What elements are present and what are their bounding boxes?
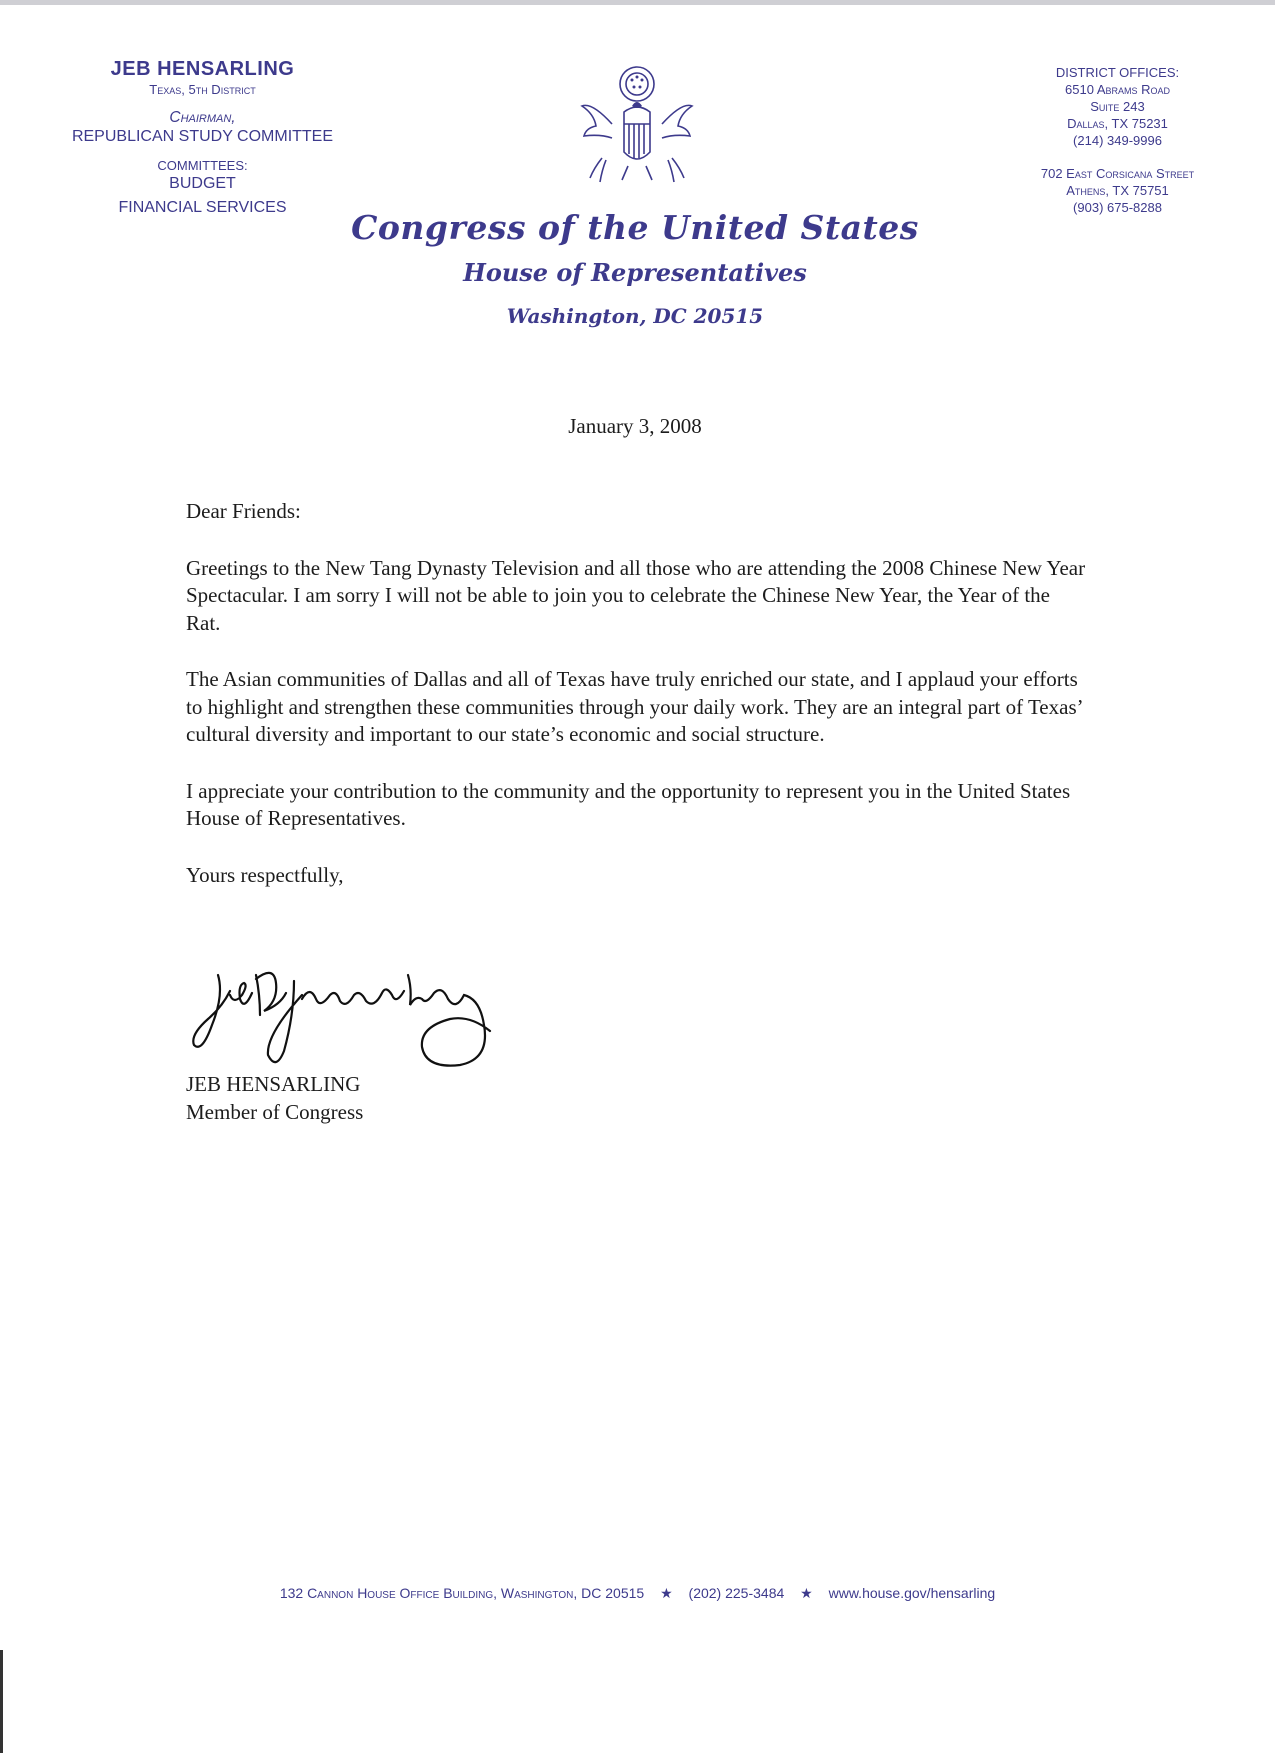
handwritten-signature	[190, 955, 500, 1075]
great-seal-icon	[572, 62, 702, 192]
signer-block	[186, 1070, 586, 1126]
footer-address: 132 Cannon House Office Building, Washington, DC 20515	[279, 1585, 645, 1601]
letter-date: January 3, 2008	[568, 414, 702, 438]
letterhead-left	[50, 58, 355, 218]
office1-city: Dallas, TX 75231	[1067, 116, 1168, 131]
member-district: Texas, 5th District	[149, 82, 256, 97]
committees-label: COMMITTEES:	[157, 158, 248, 173]
closing: Yours respectfully,	[186, 862, 344, 887]
washington-heading: Washington, DC 20515	[506, 304, 764, 328]
signer-name: JEB HENSARLING	[186, 1072, 361, 1096]
salutation: Dear Friends:	[186, 499, 301, 523]
house-heading: House of Representatives	[463, 258, 807, 287]
office2-phone: (903) 675-8288	[1073, 200, 1162, 215]
paragraph-3: I appreciate your contribution to the community and the opportunity to represent you in the United States House of Representatives.	[186, 778, 1071, 830]
footer-phone: (202) 225-3484	[688, 1585, 785, 1601]
office1-street: 6510 Abrams Road	[1065, 82, 1170, 97]
letterhead-right	[1000, 64, 1235, 216]
office2-city: Athens, TX 75751	[1066, 183, 1169, 198]
district-offices-label: DISTRICT OFFICES:	[1055, 65, 1180, 80]
scan-top-edge	[0, 0, 1275, 5]
office1-phone: (214) 349-9996	[1073, 133, 1162, 148]
star-icon: ★	[800, 1585, 813, 1601]
congress-heading: Congress of the United States	[351, 208, 919, 247]
office1-suite: Suite 243	[1090, 99, 1145, 114]
committee-financial-services: FINANCIAL SERVICES	[118, 199, 287, 216]
member-name: JEB HENSARLING	[110, 58, 295, 80]
star-icon: ★	[660, 1585, 673, 1601]
letter-body	[186, 498, 1086, 918]
scan-left-edge	[0, 1650, 3, 1753]
paragraph-1: Greetings to the New Tang Dynasty Television and all those who are attending the 2008 Chinese New Year Spectacular. I am sorry I will not be able to join you to celebrate the Chinese New Year, the Year of the Rat.	[186, 555, 1086, 635]
letter-footer	[150, 1585, 1125, 1602]
signer-title: Member of Congress	[186, 1100, 364, 1124]
member-title: Chairman,	[169, 109, 236, 126]
committee-budget: BUDGET	[169, 175, 236, 192]
office2-street: 702 East Corsicana Street	[1040, 166, 1195, 181]
footer-website: www.house.gov/hensarling	[828, 1585, 996, 1601]
chaired-committee: REPUBLICAN STUDY COMMITTEE	[71, 128, 334, 145]
paragraph-2: The Asian communities of Dallas and all of Texas have truly enriched our state, and I applaud your efforts to highlight and strengthen these communities through your daily work. They are an integral part of Texas’ cultural diversity and important to our state’s economic and social structure.	[186, 667, 1083, 746]
